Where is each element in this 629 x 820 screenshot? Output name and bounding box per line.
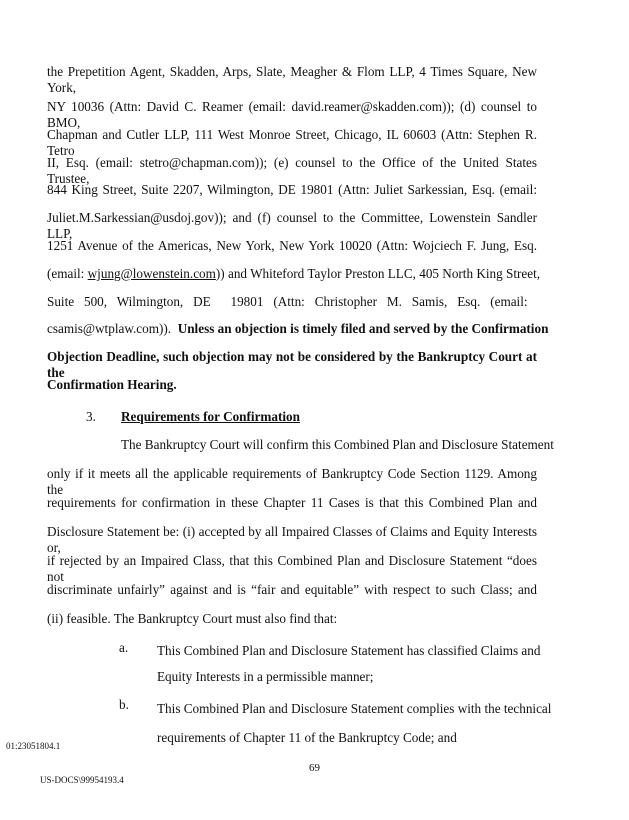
section-line: Disclosure Statement be: (i) accepted by all Impaired Classes of Claims and Equity Interests or, (47, 524, 537, 555)
bold-notice-line: Confirmation Hearing. (47, 377, 177, 392)
list-item-letter: b. (119, 697, 129, 712)
paragraph-line: II, Esq. (email: stetro@chapman.com)); (e) counsel to the Office of the United States Trustee, (47, 155, 537, 186)
bold-notice: Unless an objection is timely filed and served by the Confirmation (177, 321, 549, 336)
list-item-line: Equity Interests in a permissible manner; (157, 669, 374, 684)
paragraph-line: the Prepetition Agent, Skadden, Arps, Slate, Meagher & Flom LLP, 4 Times Square, New York, (47, 64, 537, 95)
line-prefix: (email: (47, 266, 88, 281)
paragraph-line: 1251 Avenue of the Americas, New York, New York 10020 (Attn: Wojciech F. Jung, Esq. (47, 238, 537, 253)
footer-docs-id: US-DOCS\99954193.4 (40, 775, 124, 785)
line-suffix: )) and Whiteford Taylor Preston LLC, 405 North King Street, (215, 266, 541, 281)
paragraph-line: Suite 500, Wilmington, DE 19801 (Attn: Christopher M. Samis, Esq. (email: (47, 294, 528, 309)
list-item-letter: a. (119, 640, 129, 655)
list-item-line: requirements of Chapter 11 of the Bankruptcy Code; and (157, 730, 457, 745)
paragraph-line: Juliet.M.Sarkessian@usdoj.gov)); and (f) counsel to the Committee, Lowenstein Sandler LLP, (47, 210, 537, 241)
bold-notice-line: Objection Deadline, such objection may not be considered by the Bankruptcy Court at the (47, 349, 537, 380)
section-line: (ii) feasible. The Bankruptcy Court must also find that: (47, 611, 338, 626)
paragraph-line: 844 King Street, Suite 2207, Wilmington, DE 19801 (Attn: Juliet Sarkessian, Esq. (email: (47, 182, 537, 197)
section-title: Requirements for Confirmation (121, 409, 300, 424)
list-item-line: This Combined Plan and Disclosure Statement complies with the technical (157, 701, 552, 716)
section-line: if rejected by an Impaired Class, that this Combined Plan and Disclosure Statement “does not (47, 553, 537, 584)
section-line: The Bankruptcy Court will confirm this Combined Plan and Disclosure Statement (121, 437, 554, 452)
paragraph-line-email (47, 266, 541, 282)
section-number: 3. (86, 409, 96, 424)
list-item-line: This Combined Plan and Disclosure Statement has classified Claims and (157, 643, 541, 658)
paragraph-line: NY 10036 (Attn: David C. Reamer (email: david.reamer@skadden.com)); (d) counsel to BMO, (47, 99, 537, 130)
paragraph-line-bold-start (47, 321, 549, 337)
section-line: discriminate unfairly” against and is “fair and equitable” with respect to such Class; and (47, 582, 537, 597)
line-prefix: csamis@wtplaw.com)). (47, 321, 178, 336)
section-line: requirements for confirmation in these Chapter 11 Cases is that this Combined Plan and (47, 495, 537, 510)
paragraph-line: Chapman and Cutler LLP, 111 West Monroe Street, Chicago, IL 60603 (Attn: Stephen R. Tetro (47, 127, 537, 158)
section-line: only if it meets all the applicable requirements of Bankruptcy Code Section 1129. Among the (47, 466, 537, 497)
page-number: 69 (309, 762, 320, 774)
email-link[interactable]: wjung@lowenstein.com (87, 266, 216, 281)
footer-doc-id: 01:23051804.1 (6, 741, 61, 751)
